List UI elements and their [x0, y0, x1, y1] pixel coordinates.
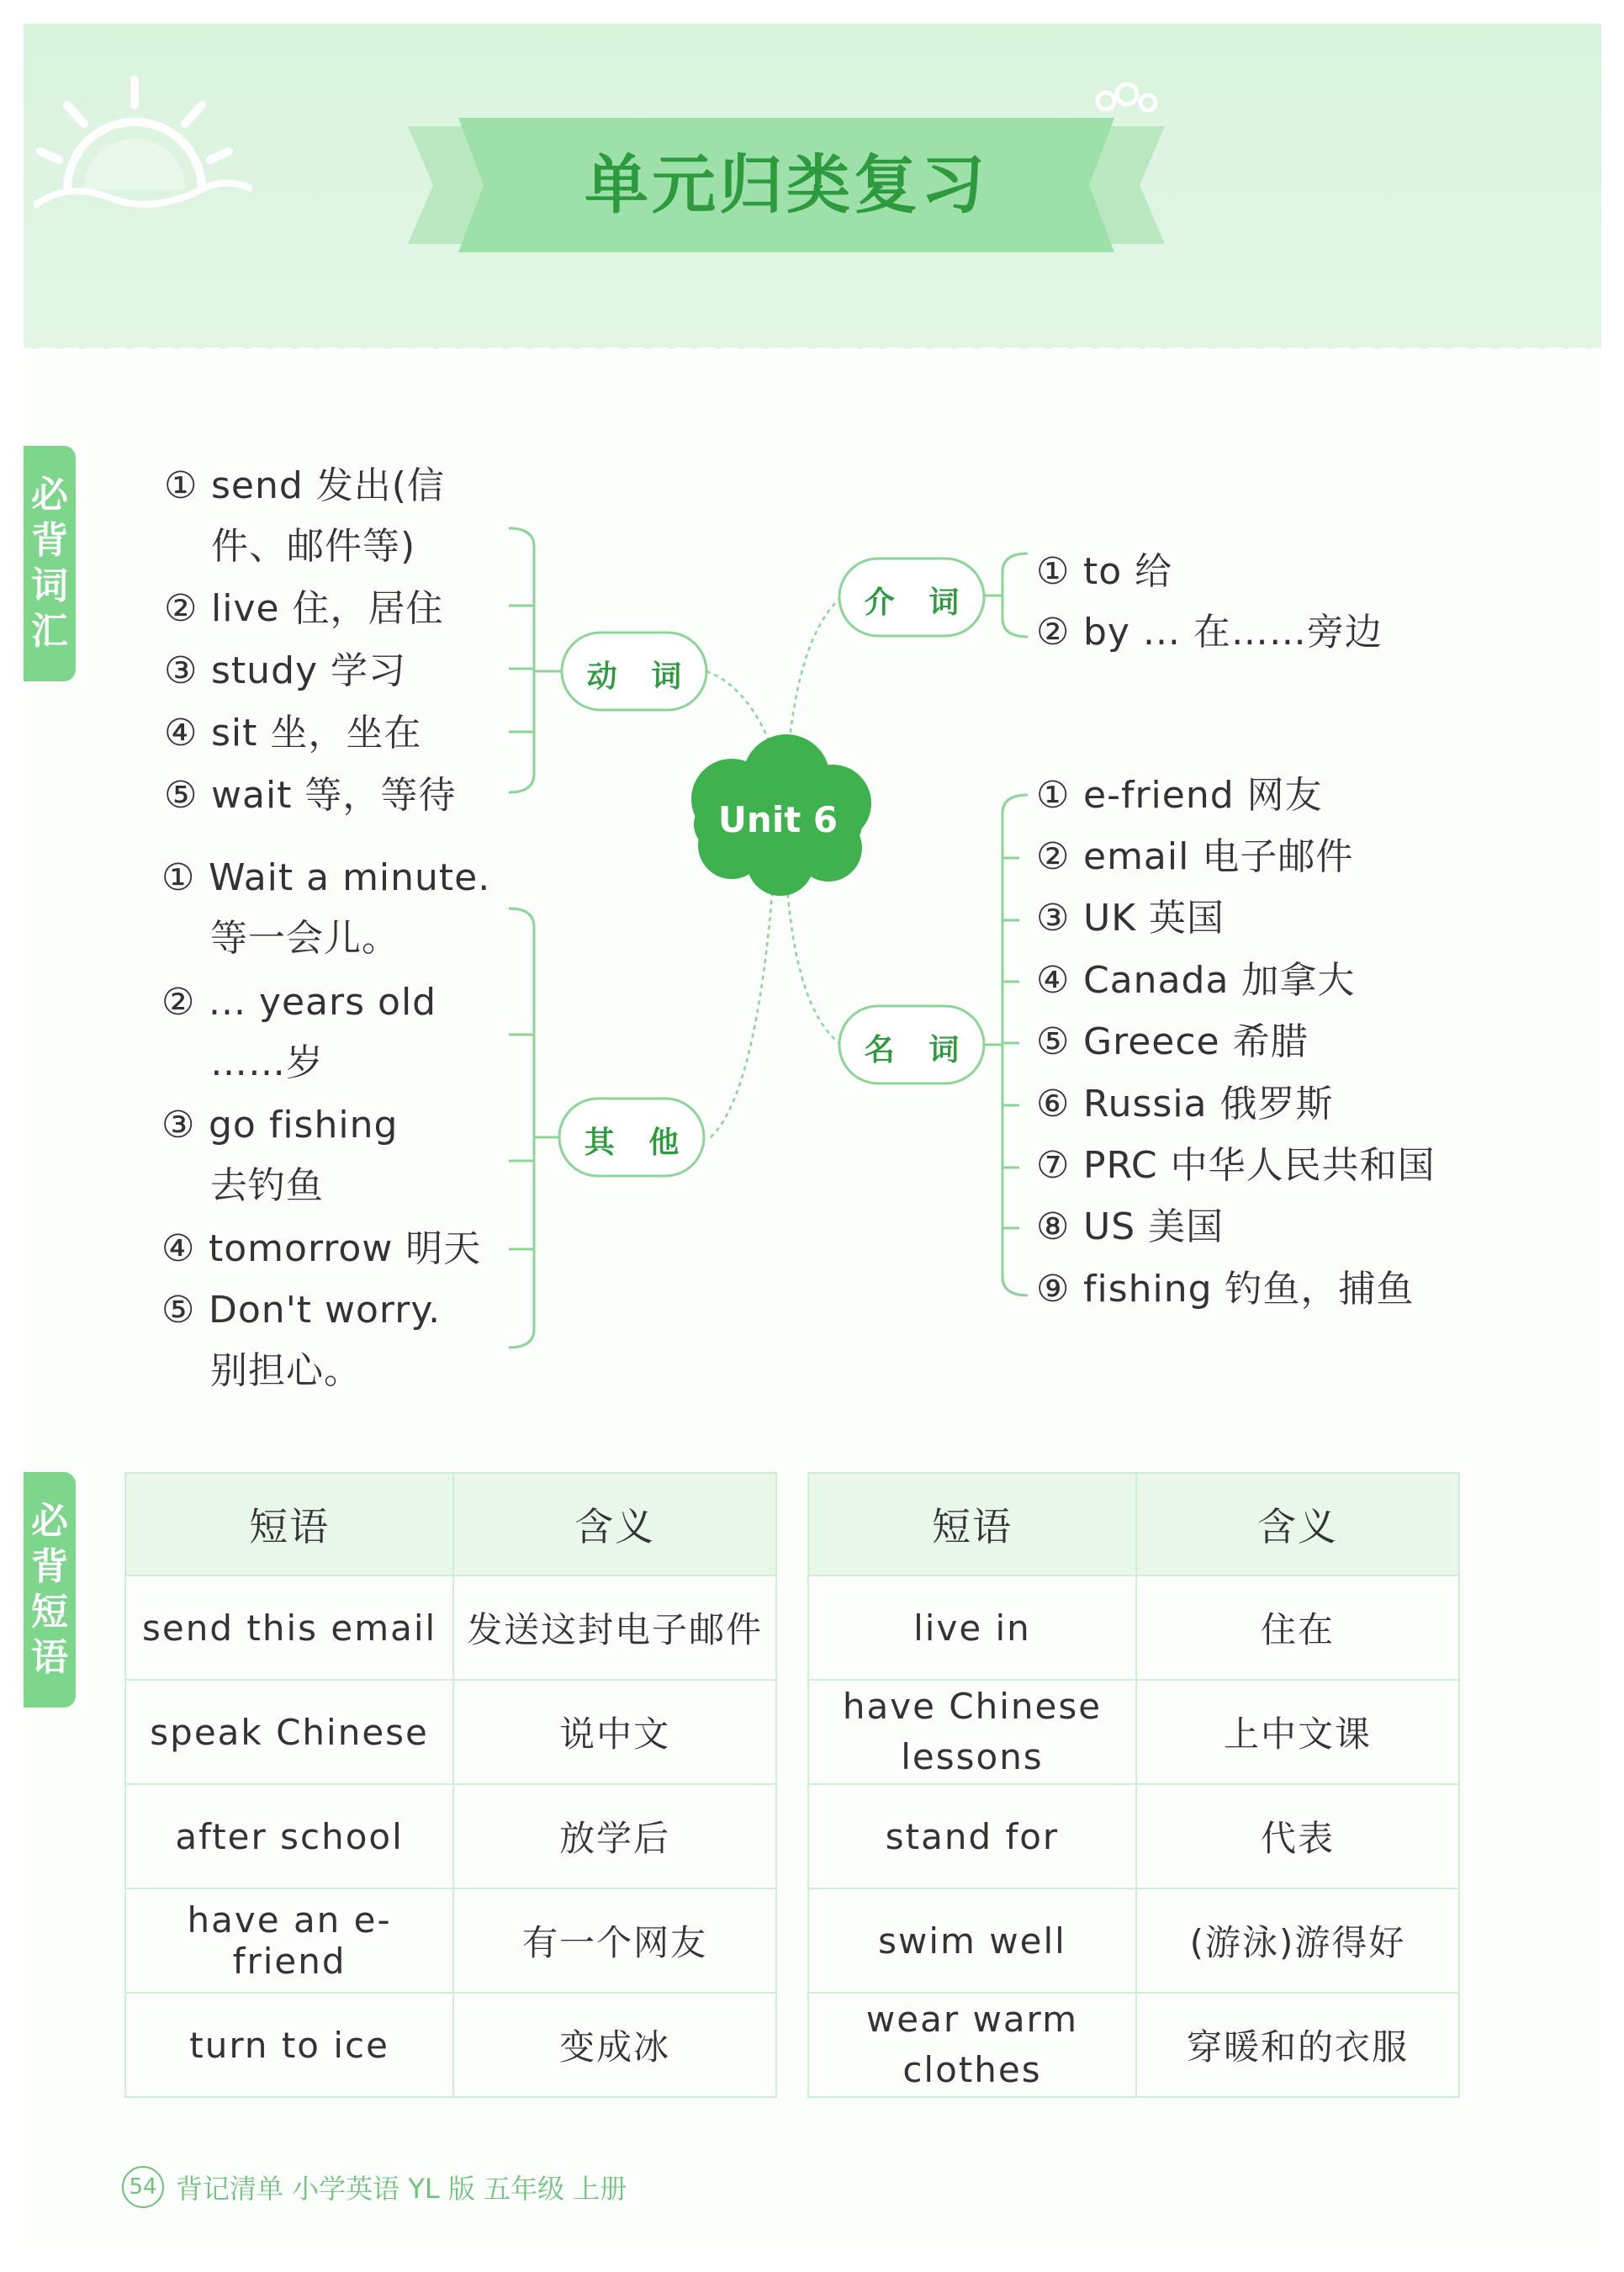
- meaning-cell: 上中文课: [1136, 1680, 1459, 1784]
- nouns-bracket: [1002, 795, 1028, 1295]
- verb-item: ③ study 学习: [164, 649, 407, 692]
- others-label: 其 他: [584, 1125, 691, 1160]
- column-header-phrase: 短语: [808, 1473, 1136, 1576]
- verbs-label: 动 词: [586, 659, 694, 694]
- side-tab-char: 必: [31, 474, 68, 516]
- other-item: ① Wait a minute.: [161, 856, 491, 899]
- table-row: [125, 1784, 776, 1888]
- page-footer: [122, 2162, 627, 2212]
- verb-item: ⑤ wait 等，等待: [164, 774, 457, 817]
- meaning-cell: 变成冰: [453, 1993, 776, 2097]
- phrase-cell: after school: [125, 1784, 453, 1888]
- other-item: ⑤ Don't worry.: [161, 1289, 442, 1332]
- phrase-cell: have an e-friend: [125, 1888, 453, 1993]
- meaning-cell: 穿暖和的衣服: [1136, 1993, 1459, 2097]
- noun-item: ④ Canada 加拿大: [1036, 959, 1356, 1002]
- phrase-table-right: [807, 1472, 1460, 2098]
- side-tab-phrases: [24, 1472, 76, 1708]
- other-item: ④ tomorrow 明天: [161, 1227, 482, 1270]
- meaning-cell: 代表: [1136, 1784, 1459, 1888]
- meaning-cell: 发送这封电子邮件: [453, 1576, 776, 1680]
- nouns-label: 名 词: [864, 1033, 971, 1067]
- phrase-cell: stand for: [808, 1784, 1136, 1888]
- page-title: 单元归类复习: [585, 147, 988, 222]
- side-tab-char: 词: [31, 564, 68, 607]
- column-header-phrase: 短语: [125, 1473, 453, 1576]
- phrase-cell: send this email: [125, 1576, 453, 1680]
- column-header-meaning: 含义: [1136, 1473, 1459, 1576]
- verb-item: ② live 住，居住: [164, 587, 444, 630]
- other-item-translation: 等一会儿。: [210, 917, 399, 960]
- side-tab-char: 必: [31, 1500, 68, 1543]
- phrase-cell: speak Chinese: [125, 1680, 453, 1784]
- noun-item: ② email 电子邮件: [1036, 835, 1354, 878]
- others-bracket: [509, 908, 534, 1348]
- table-row: [125, 1680, 776, 1784]
- other-item-translation: 去钓鱼: [210, 1164, 324, 1207]
- verb-item: ① send 发出(信: [164, 464, 445, 507]
- table-row: [808, 1888, 1459, 1993]
- table-row: [808, 1576, 1459, 1680]
- verbs-bracket: [509, 528, 534, 792]
- other-item: ② ... years old: [161, 981, 437, 1024]
- noun-item: ⑥ Russia 俄罗斯: [1036, 1083, 1334, 1125]
- other-item-translation: ……岁: [210, 1041, 324, 1084]
- verb-item: ④ sit 坐，坐在: [164, 712, 422, 755]
- noun-item: ⑤ Greece 希腊: [1036, 1020, 1309, 1063]
- other-item: ③ go fishing: [161, 1104, 399, 1147]
- noun-item: ① e-friend 网友: [1036, 774, 1323, 817]
- meaning-cell: 有一个网友: [453, 1888, 776, 1993]
- noun-item: ③ UK 英国: [1036, 897, 1225, 940]
- column-header-meaning: 含义: [453, 1473, 776, 1576]
- noun-item: ⑧ US 美国: [1036, 1205, 1225, 1248]
- side-tab-char: 汇: [31, 610, 68, 653]
- preposition-item: ② by ... 在……旁边: [1036, 611, 1383, 654]
- prepositions-bracket: [1002, 553, 1028, 637]
- table-row: [808, 1993, 1459, 2097]
- unit-title: Unit 6: [717, 799, 838, 840]
- side-tab-char: 语: [31, 1636, 68, 1679]
- table-header-row: [125, 1473, 776, 1576]
- table-header-row: [808, 1473, 1459, 1576]
- verb-item-continued: 件、邮件等): [211, 525, 416, 568]
- meaning-cell: 住在: [1136, 1576, 1459, 1680]
- side-tab-char: 短: [31, 1591, 68, 1634]
- table-row: [125, 1993, 776, 2097]
- phrase-table-left: [124, 1472, 777, 2098]
- page-number: 54: [122, 2166, 164, 2208]
- phrase-cell: live in: [808, 1576, 1136, 1680]
- meaning-cell: (游泳)游得好: [1136, 1888, 1459, 1993]
- table-row: [808, 1784, 1459, 1888]
- book-title: 背记清单 小学英语 YL 版 五年级 上册: [176, 2173, 627, 2205]
- meaning-cell: 说中文: [453, 1680, 776, 1784]
- table-row: [808, 1680, 1459, 1784]
- table-row: [125, 1888, 776, 1993]
- meaning-cell: 放学后: [453, 1784, 776, 1888]
- noun-item: ⑦ PRC 中华人民共和国: [1036, 1144, 1436, 1187]
- side-tab-char: 背: [31, 519, 68, 562]
- prepositions-label: 介 词: [864, 585, 971, 620]
- phrase-cell: turn to ice: [125, 1993, 453, 2097]
- table-row: [125, 1576, 776, 1680]
- preposition-item: ① to 给: [1036, 550, 1173, 593]
- phrase-cell: swim well: [808, 1888, 1136, 1993]
- noun-item: ⑨ fishing 钓鱼，捕鱼: [1036, 1268, 1415, 1311]
- other-item-translation: 别担心。: [210, 1349, 362, 1392]
- phrase-cell: have Chinese lessons: [808, 1680, 1136, 1784]
- side-tab-char: 背: [31, 1545, 68, 1588]
- phrase-cell: wear warm clothes: [808, 1993, 1136, 2097]
